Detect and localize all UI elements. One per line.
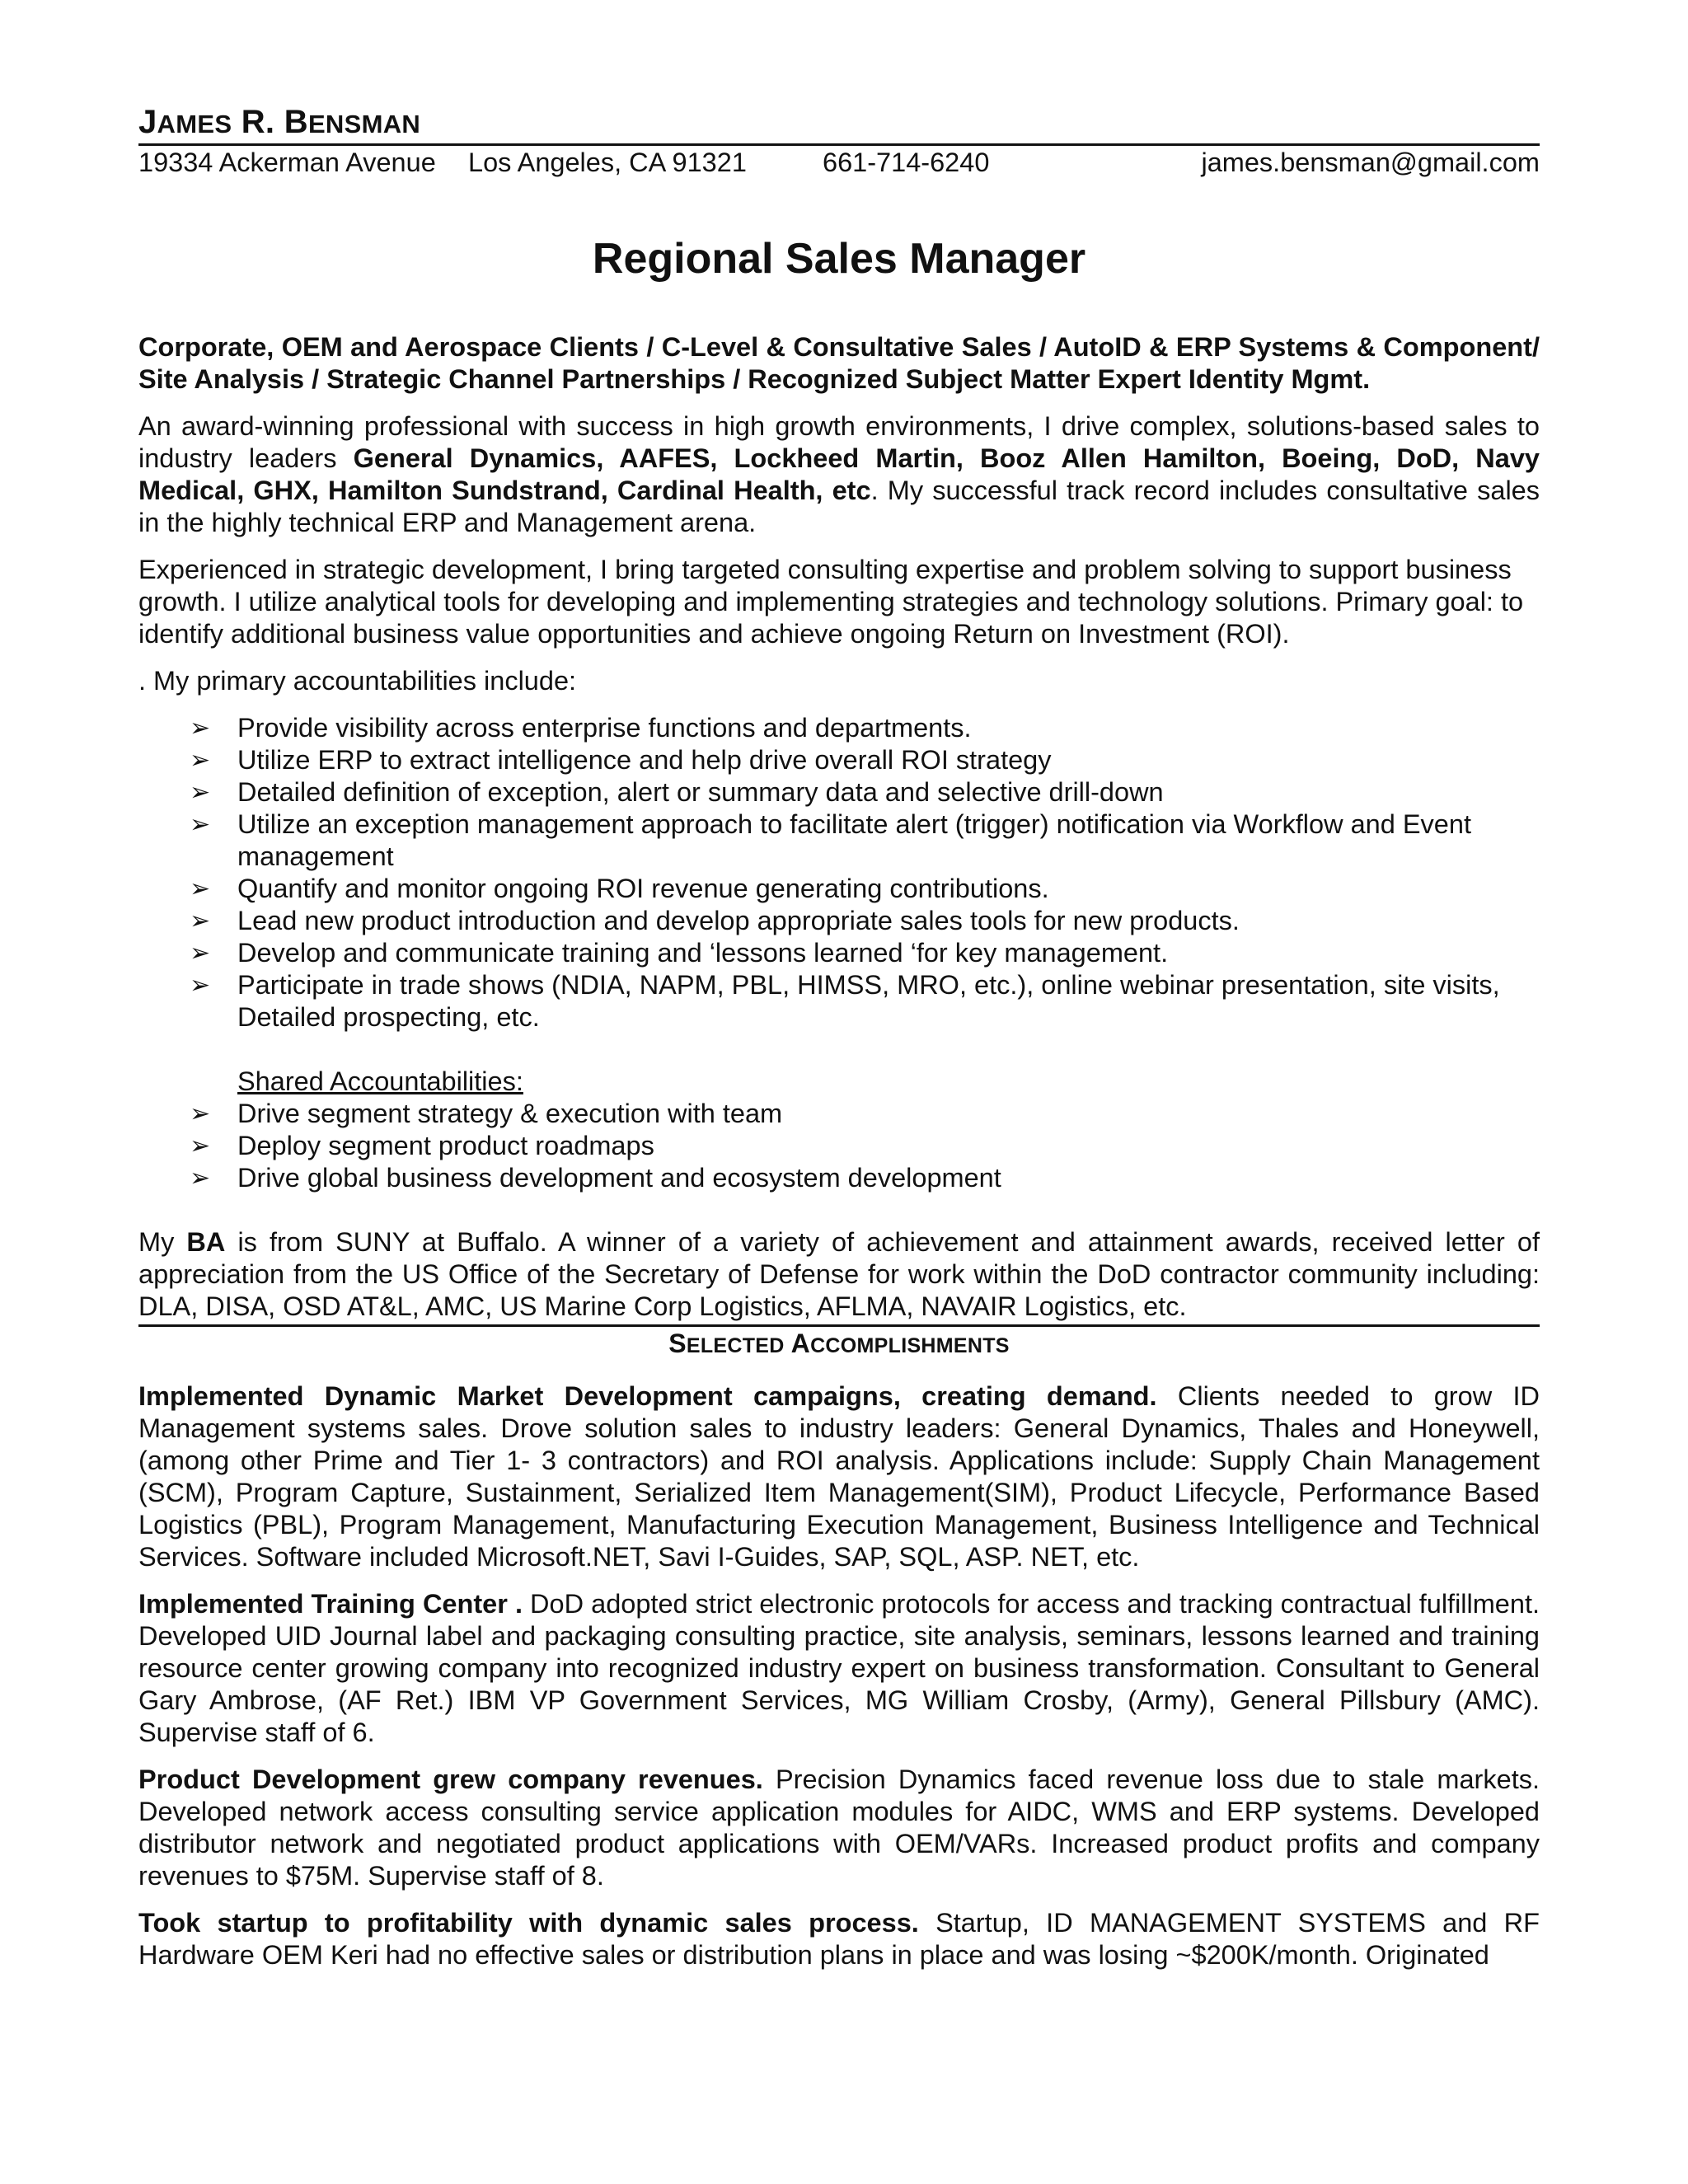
summary-paragraph-2: Experienced in strategic development, I bring targeted consulting expertise and problem solving to support business growth. I utilize analytical tools for developing and implementing strategies and technology solutions. Primary goal: to identify additional business value opportunities and achieve ongoing Return on Investment (ROI). xyxy=(138,555,1524,649)
list-item: ➢ Detailed definition of exception, alert or summary data and selective drill-down xyxy=(190,777,1164,807)
arrow-bullet-icon: ➢ xyxy=(190,907,211,935)
section-heading-accomplishments: SELECTED ACCOMPLISHMENTS xyxy=(138,1324,1540,1362)
education-paragraph: My BA is from SUNY at Buffalo. A winner of a variety of achievement and attainment awards, received letter of appreciation from the US Office of the Secretary of Defense for work within the DoD contractor community including: DLA, DISA, OSD AT&L, AMC, US Marine Corp Logistics, AFLMA, NAVAIR Logistics, etc. xyxy=(138,1227,1540,1321)
accomplishment-3: Product Development grew company revenues. Precision Dynamics faced revenue loss due to stale markets. Developed network access consulting service application modules for AIDC, WMS and ERP systems. Developed distributor network and negotiated product applications with OEM/VARs. Increased product profits and company revenues to $75M. Supervise staff of 8. xyxy=(138,1765,1540,1891)
arrow-bullet-icon: ➢ xyxy=(190,747,211,774)
city: Los Angeles, CA 91321 xyxy=(468,148,747,177)
accomplishment-4: Took startup to profitability with dynamic sales process. Startup, ID MANAGEMENT SYSTEMS and RF Hardware OEM Keri had no effective sales or distribution plans in place and was losing ~$200K/month. Originated xyxy=(138,1908,1540,1970)
accomplishment-1: Implemented Dynamic Market Development campaigns, creating demand. Clients needed to grow ID Management systems sales. Drove solution sales to industry leaders: General Dynamics, Thales and Honeywell, (among other Prime and Tier 1- 3 contractors) and ROI analysis. Applications include: Supply Chain Management (SCM), Program Capture, Sustainment, Serialized Item Management(SIM), Product Lifecycle, Performance Based Logistics (PBL), Program Management, Manufacturing Execution Management, Business Intelligence and Technical Services. Software included Microsoft.NET, Savi I-Guides, SAP, SQL, ASP. NET, etc. xyxy=(138,1381,1540,1572)
address: 19334 Ackerman Avenue xyxy=(138,148,436,177)
accountabilities-list xyxy=(138,712,1540,1033)
arrow-bullet-icon: ➢ xyxy=(190,940,211,967)
list-item: ➢ Deploy segment product roadmaps xyxy=(190,1131,654,1160)
list-item: ➢ Drive segment strategy & execution with team xyxy=(190,1099,783,1128)
arrow-bullet-icon: ➢ xyxy=(190,1100,211,1127)
arrow-bullet-icon: ➢ xyxy=(190,875,211,902)
list-item: ➢ Lead new product introduction and develop appropriate sales tools for new products. xyxy=(190,906,1240,935)
list-item: ➢ Provide visibility across enterprise functions and departments. xyxy=(190,713,972,743)
summary-paragraph-3: . My primary accountabilities include: xyxy=(138,666,577,696)
resume-title: Regional Sales Manager xyxy=(592,235,1086,283)
list-item: ➢ Develop and communicate training and ‘lessons learned ‘for key management. xyxy=(190,938,1169,968)
arrow-bullet-icon: ➢ xyxy=(190,1132,211,1160)
candidate-name: JAMES R. BENSMAN xyxy=(138,104,421,140)
list-item: ➢ Utilize ERP to extract intelligence and help drive overall ROI strategy xyxy=(190,745,1052,775)
arrow-bullet-icon: ➢ xyxy=(190,972,211,999)
summary-paragraph-1: An award-winning professional with success in high growth environments, I drive complex, solutions-based sales to industry leaders General Dynamics, AAFES, Lockheed Martin, Booz Allen Hamilton, Boeing, DoD, Navy Medical, GHX, Hamilton Sundstrand, Cardinal Health, etc. My successful track record includes consultative sales in the highly technical ERP and Management arena. xyxy=(138,411,1540,537)
resume-page xyxy=(138,103,1540,1971)
list-item: ➢ Participate in trade shows (NDIA, NAPM, PBL, HIMSS, MRO, etc.), online webinar presentation, site visits, Detailed prospecting, etc. xyxy=(190,970,1500,1032)
arrow-bullet-icon: ➢ xyxy=(190,811,211,838)
accomplishment-2: Implemented Training Center . DoD adopted strict electronic protocols for access and tracking contractual fulfillment. Developed UID Journal label and packaging consulting practice, site analysis, seminars, lessons learned and training resource center growing company into recognized industry expert on business transformation. Consultant to General Gary Ambrose, (AF Ret.) IBM VP Government Services, MG William Crosby, (Army), General Pillsbury (AMC). Supervise staff of 6. xyxy=(138,1589,1540,1747)
contact-line xyxy=(138,143,1540,177)
arrow-bullet-icon: ➢ xyxy=(190,1165,211,1192)
list-item: ➢ Utilize an exception management approach to facilitate alert (trigger) notification via Workflow and Event management xyxy=(190,809,1471,871)
keywords: Corporate, OEM and Aerospace Clients / C-Level & Consultative Sales / AutoID & ERP Systems & Component/ Site Analysis / Strategic Channel Partnerships / Recognized Subject Matter Expert Identity Mgmt. xyxy=(138,332,1540,394)
shared-accountabilities-list xyxy=(138,1098,1540,1194)
email: james.bensman@gmail.com xyxy=(1201,148,1540,177)
list-item: ➢ Quantify and monitor ongoing ROI revenue generating contributions. xyxy=(190,874,1049,903)
phone: 661-714-6240 xyxy=(823,148,990,177)
list-item: ➢ Drive global business development and ecosystem development xyxy=(190,1163,1001,1193)
shared-accountabilities-title: Shared Accountabilities: xyxy=(237,1066,523,1096)
arrow-bullet-icon: ➢ xyxy=(190,715,211,742)
arrow-bullet-icon: ➢ xyxy=(190,779,211,806)
